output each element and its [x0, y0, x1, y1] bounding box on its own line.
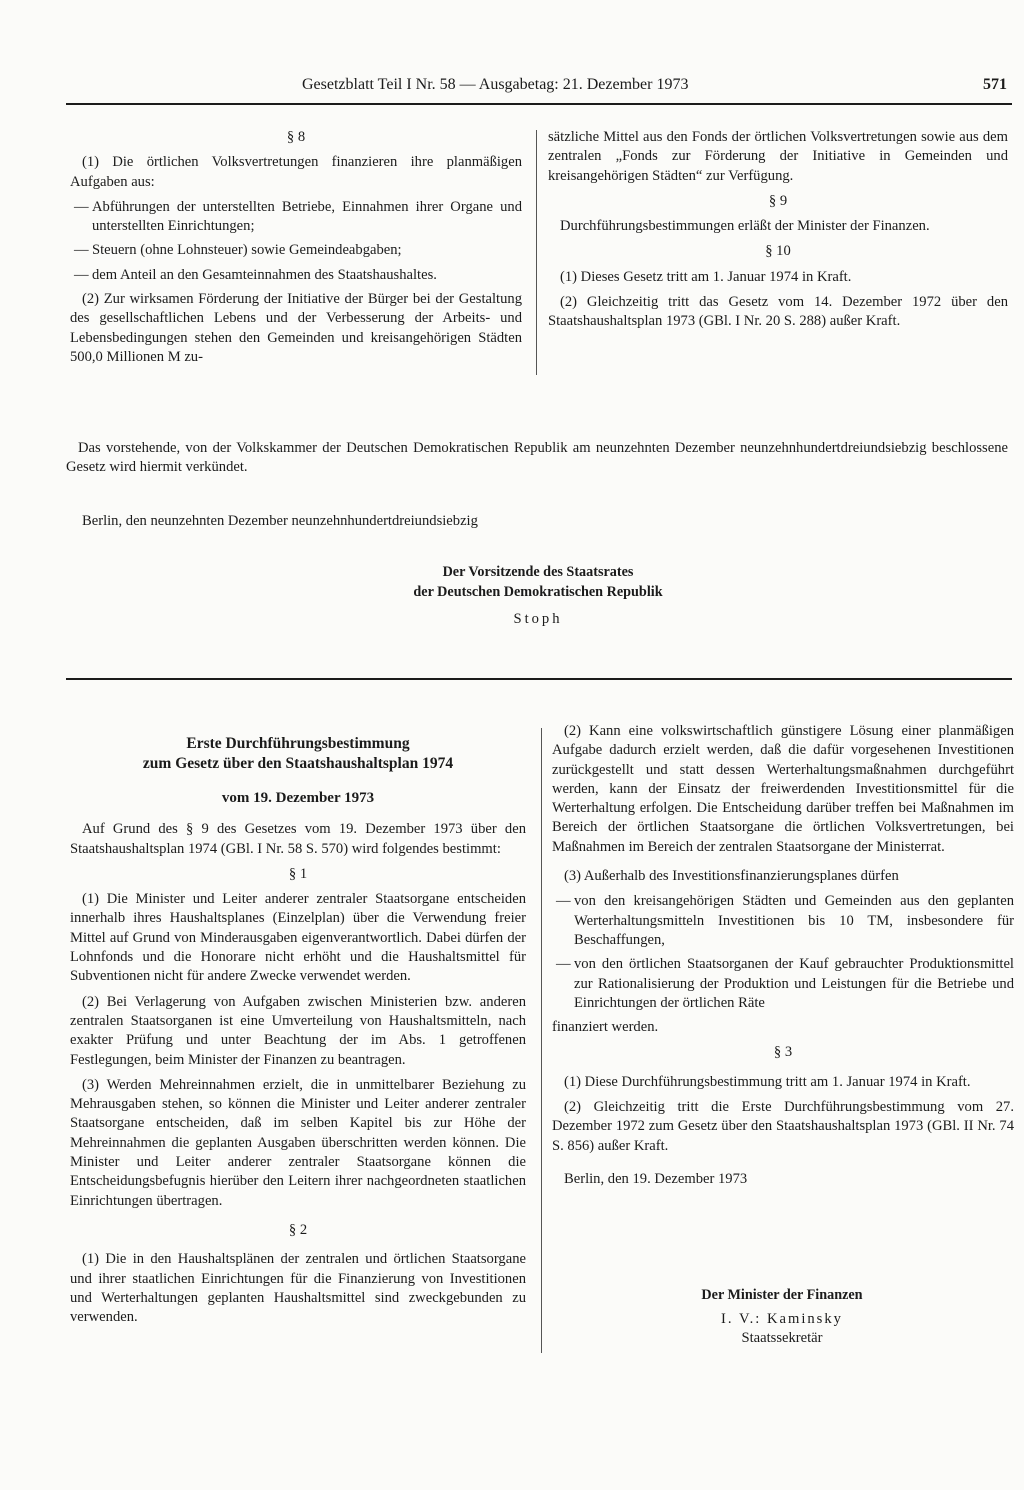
regulation-intro: Auf Grund des § 9 des Gesetzes vom 19. Dezember 1973 über den Staatshaushaltsplan 1974 (GBl. I Nr. 58 S. 570) wird folgendes bestimmt:: [70, 821, 526, 857]
list-item: [70, 266, 522, 285]
section-8-heading: § 8: [286, 129, 306, 145]
section-9-heading: § 9: [768, 192, 788, 209]
list-item-text: Abführungen der unterstellten Betriebe, Einnahmen ihrer Organe und unterstellten Einrichtungen;: [92, 198, 522, 235]
section-1-paragraph-2: (2) Bei Verlagerung von Aufgaben zwischen Ministerien bzw. anderen zentralen Staatsorganen ist eine Umverteilung von Haushaltsmitteln, nach exakter Prüfung und unter Beachtung der im Abs. 1 getroffenen Festlegungen, beim Minister der Finanzen zu beantragen.: [70, 993, 526, 1068]
sections-9-10-column: [548, 128, 1008, 338]
section-3-paragraph-2: (2) Gleichzeitig tritt die Erste Durchführungsbestimmung vom 27. Dezember 1972 zum Gesetz über den Staatshaushaltsplan 1973 (GBl. II Nr. 74 S. 856) außer Kraft.: [552, 1099, 1014, 1154]
running-header: [70, 76, 1010, 100]
minister-title: Der Minister der Finanzen: [701, 1287, 863, 1303]
dash-mark: —: [74, 198, 89, 215]
section-2-paragraph-1: (1) Die in den Haushaltsplänen der zentralen und örtlichen Staatsorgane und ihrer staatlichen Einrichtungen für die Finanzierung von Investitionen und Werterhaltungen geplanten Haushaltsmittel sind zweckgebunden zu verwenden.: [70, 1251, 526, 1326]
section-8-paragraph-2: (2) Zur wirksamen Förderung der Initiative der Bürger bei der Gestaltung des gesellschaftlichen Lebens und der Verbesserung der Arbeits- und Lebensbedingungen stehen den Gemeinden und kreisangehörigen Städten 500,0 Millionen M zu-: [70, 291, 522, 365]
section-9-text: Durchführungsbestimmungen erläßt der Minister der Finanzen.: [560, 218, 930, 235]
section-2-paragraph-3: (3) Außerhalb des Investitionsfinanzierungsplanes dürfen: [564, 868, 899, 885]
promulgation-place-date: Berlin, den neunzehnten Dezember neunzehnhundertdreiundsiebzig: [82, 513, 478, 529]
dash-mark: —: [74, 266, 89, 283]
section-1-paragraph-3: (3) Werden Mehreinnahmen erzielt, die in unmittelbarer Beziehung zu Mehrausgaben stehen, so können die Minister und Leiter anderer zentraler Staatsorgane entscheiden, daß im selben Kapitel bis zur Höhe der Mehreinnahmen die geplanten Ausgaben überschritten werden können. Die Minister und Leiter anderer zentraler Staatsorgane können die Entscheidungsbefugnis hierüber den Leitern ihrer nachgeordneten staatlichen Einrichtungen übertragen.: [70, 1076, 526, 1209]
promulgation-paragraph: Das vorstehende, von der Volkskammer der Deutschen Demokratischen Republik am neunzehnten Dezember neunzehnhundertdreiundsiebzig beschlossene Gesetz wird hiermit verkündet.: [66, 440, 1008, 476]
minister-signer-name: I. V.: Kaminsky: [721, 1311, 843, 1327]
section-10-heading: § 10: [765, 243, 791, 260]
column-divider: [536, 130, 537, 375]
section-2-paragraph-2: (2) Kann eine volkswirtschaftlich günstigere Lösung einer planmäßigen Aufgabe dadurch erzielt werden, daß die dafür vorgesehenen Investitionen zurückgestellt und statt dessen Werterhaltungsmaßnahmen durchgeführt werden, kann der Einsatz der freiwerdenden Investitionsmittel für die Werterhaltung erfolgen. Die Entscheidung darüber treffen bei Maßnahmen im Bereich der örtlichen Staatsorgane die örtlichen Volksvertretungen, bei Maßnahmen im Bereich der zentralen Staatsorgane der Ministerrat.: [552, 723, 1014, 855]
section-2-heading: § 2: [288, 1221, 308, 1238]
section-1-paragraph-1: (1) Die Minister und Leiter anderer zentraler Staatsorgane entscheiden innerhalb ihres Haushaltsplanes (Einzelplan) über die Verwendung freier Mittel auf Grund von Minderausgaben eigenverantwortlich. Dabei dürfen der Lohnfonds und die Honorare nicht erhöht und die Haushaltsmittel für Subventionen nicht für andere Zwecke verwendet werden.: [70, 891, 526, 985]
list-item-text: dem Anteil an den Gesamteinnahmen des Staatshaushaltes.: [92, 266, 437, 283]
page-number: 571: [983, 76, 1007, 93]
section-8-paragraph-1: (1) Die örtlichen Volksvertretungen finanzieren ihre planmäßigen Aufgaben aus:: [70, 154, 522, 190]
signer-name: Stoph: [513, 611, 563, 627]
list-item-text: Steuern (ohne Lohnsteuer) sowie Gemeindeabgaben;: [92, 242, 402, 259]
section-10-paragraph-1: (1) Dieses Gesetz tritt am 1. Januar 1974 in Kraft.: [560, 268, 852, 285]
column-divider: [541, 728, 542, 1353]
list-item: [552, 955, 1014, 1013]
dash-mark: —: [556, 956, 571, 973]
header-title: Gesetzblatt Teil I Nr. 58 — Ausgabetag: 21. Dezember 1973: [302, 76, 689, 93]
section-10-paragraph-2: (2) Gleichzeitig tritt das Gesetz vom 14. Dezember 1972 über den Staatshaushaltsplan 1973 (GBl. I Nr. 20 S. 288) außer Kraft.: [548, 294, 1008, 330]
dash-mark: —: [556, 893, 571, 910]
section-8-paragraph-2-continued: sätzliche Mittel aus den Fonds der örtlichen Volksvertretungen sowie aus dem zentralen „Fonds zur Förderung der Initiative in Gemeinden und kreisangehörigen Städten“ zur Verfügung.: [548, 129, 1008, 184]
regulation-left-column: [70, 734, 526, 1333]
section-8-column: [70, 128, 522, 373]
signer-title-line-1: Der Vorsitzende des Staatsrates: [442, 564, 634, 580]
section-3-paragraph-1: (1) Diese Durchführungsbestimmung tritt am 1. Januar 1974 in Kraft.: [564, 1073, 971, 1090]
regulation-title-line-2: zum Gesetz über den Staatshaushaltsplan 1974: [142, 755, 454, 772]
regulation-date: vom 19. Dezember 1973: [221, 790, 375, 806]
list-item-text: von den kreisangehörigen Städten und Gemeinden aus den geplanten Werterhaltungsmitteln Investitionen bis 10 TM, insbesondere für Beschaffungen,: [574, 893, 1014, 948]
promulgation-text: [66, 439, 1008, 484]
section-3-heading: § 3: [773, 1044, 793, 1061]
list-item-text: von den örtlichen Staatsorganen der Kauf gebrauchter Produktionsmittel zur Rationalisierung der Produktion und Leistungen für die Betriebe und Einrichtungen der örtlichen Räte: [574, 956, 1014, 1011]
regulation-place-date: Berlin, den 19. Dezember 1973: [564, 1170, 748, 1187]
signer-title-line-2: der Deutschen Demokratischen Republik: [413, 584, 663, 600]
header-rule: [66, 103, 1012, 105]
regulation-right-column: [552, 722, 1014, 1195]
section-1-heading: § 1: [288, 865, 308, 882]
section-2-tail: finanziert werden.: [552, 1019, 659, 1036]
list-item: [70, 198, 522, 237]
list-item: [552, 892, 1014, 950]
dash-mark: —: [74, 242, 89, 259]
regulation-title-line-1: Erste Durchführungsbestimmung: [186, 735, 410, 752]
section-separator-rule: [66, 678, 1012, 680]
minister-signer-role: Staatssekretär: [741, 1330, 823, 1346]
list-item: [70, 241, 522, 260]
